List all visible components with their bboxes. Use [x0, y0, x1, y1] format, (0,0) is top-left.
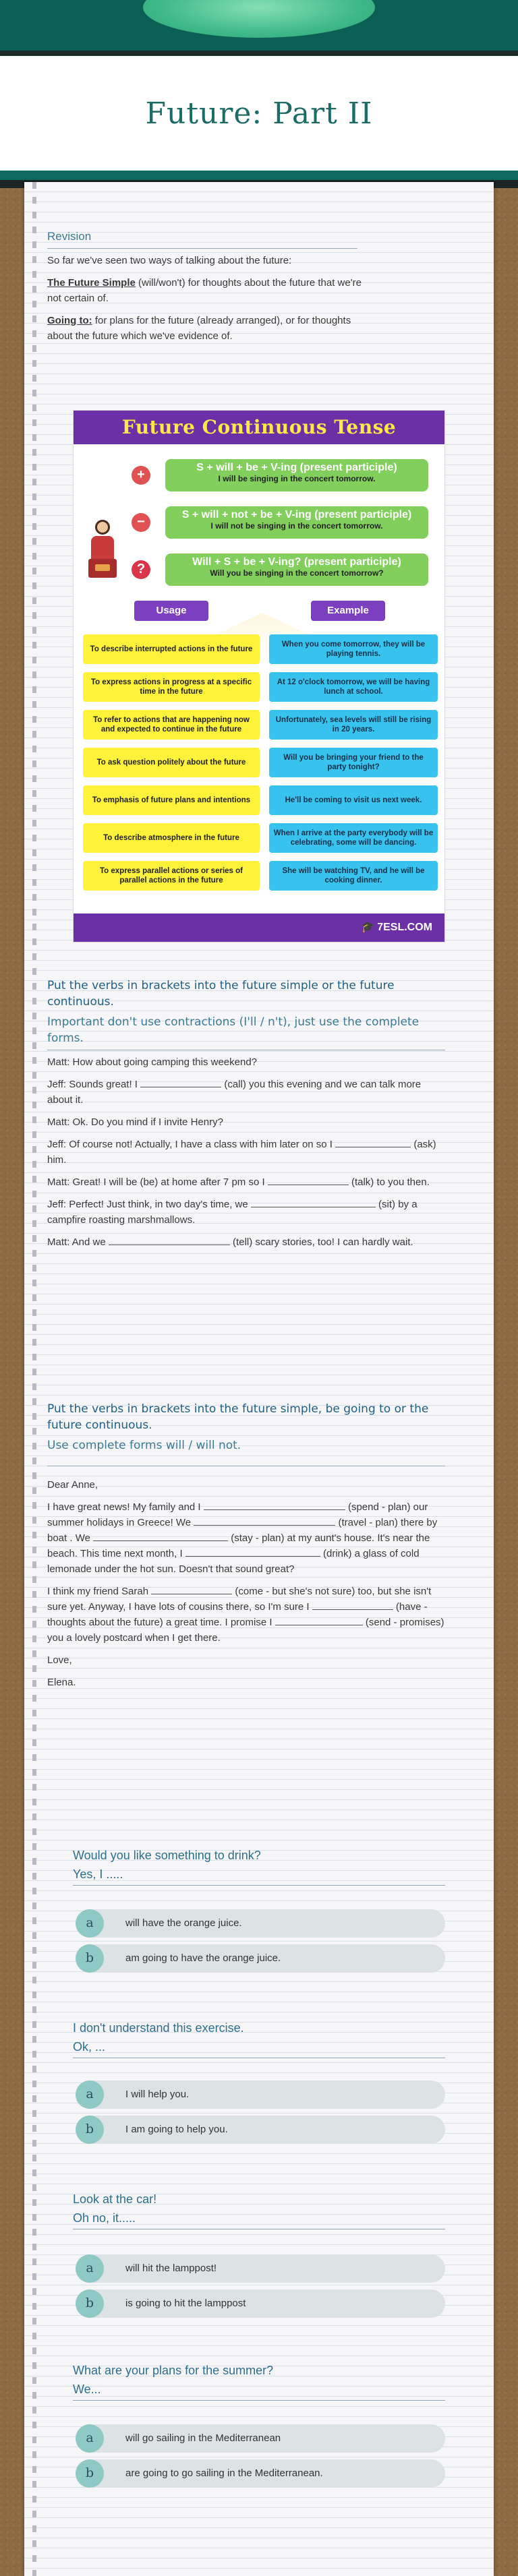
exercise-2-note: Use complete forms will / will not. — [47, 1437, 445, 1466]
future-simple-label: The Future Simple — [47, 276, 136, 289]
minus-icon: − — [132, 513, 150, 532]
answer-blank[interactable] — [335, 1137, 411, 1147]
title-divider — [0, 171, 518, 180]
example-box: He'll be coming to visit us next week. — [269, 785, 438, 815]
option-b[interactable]: b are going to go sailing in the Mediterranean. — [76, 2459, 445, 2488]
letter-closing: Love, — [47, 1654, 72, 1666]
question-2-prompt: I don't understand this exercise. — [73, 2021, 244, 2035]
formula-rule: S + will + not + be + V-ing (present participle) — [181, 509, 412, 520]
divider — [73, 2400, 445, 2401]
example-box: When you come tomorrow, they will be playing tennis. — [269, 634, 438, 664]
answer-blank[interactable] — [93, 1530, 228, 1541]
letter-greeting: Dear Anne, — [47, 1479, 98, 1491]
formula-negative — [165, 506, 428, 539]
dialogue-line: Matt: Great! I will be (be) at home after 7 pm so I (talk) to you then. — [47, 1174, 445, 1190]
future-continuous-infographic — [73, 410, 445, 942]
option-a[interactable]: a will have the orange juice. — [76, 1909, 445, 1938]
question-icon: ? — [132, 560, 150, 579]
option-b[interactable]: b I am going to help you. — [76, 2116, 445, 2144]
plus-icon: + — [132, 466, 150, 485]
exercise-2 — [47, 1401, 445, 1697]
usage-box: To ask question politely about the future — [83, 748, 260, 777]
question-4-prompt: What are your plans for the summer? — [73, 2364, 274, 2377]
answer-blank[interactable] — [312, 1599, 393, 1610]
answer-blank[interactable] — [268, 1174, 349, 1185]
answer-blank[interactable] — [151, 1584, 232, 1594]
revision-section — [47, 229, 445, 351]
example-box: Unfortunately, sea levels will still be rising in 20 years. — [269, 710, 438, 740]
option-a[interactable]: a will hit the lamppost! — [76, 2254, 445, 2283]
dialogue-line: Jeff: Sounds great! I (call) you this evening and we can talk more about it. — [47, 1077, 445, 1108]
answer-blank[interactable] — [185, 1546, 320, 1557]
question-1-lead: Yes, I ..... — [73, 1867, 123, 1881]
divider — [73, 1885, 445, 1886]
option-b[interactable]: b am going to have the orange juice. — [76, 1944, 445, 1973]
revision-intro: So far we've seen two ways of talking about the future: — [47, 254, 292, 266]
formula-example: Will you be singing in the concert tomorrow? — [210, 568, 384, 578]
exercise-2-instruction: Put the verbs in brackets into the future simple, be going to or the future continuous. — [47, 1402, 429, 1432]
usage-box: To emphasis of future plans and intentions — [83, 785, 260, 815]
infographic-title: Future Continuous Tense — [74, 411, 444, 444]
answer-blank[interactable] — [204, 1499, 345, 1510]
going-to-label: Going to: — [47, 314, 92, 326]
example-box: She will be watching TV, and he will be cooking dinner. — [269, 861, 438, 891]
letter-paragraph: I have great news! My family and I (spend - plan) our summer holidays in Greece! We (travel - plan) there by boat . We (stay - plan) at my aunt's house. It's near the beach. This time next month, I (drink) a glass of cold lemonade under the hot sun. Doesn't that sound great? — [47, 1499, 445, 1577]
brand-logo: 🎓 7ESL.COM — [361, 922, 432, 933]
formula-question — [165, 553, 428, 586]
answer-blank[interactable] — [140, 1077, 221, 1087]
dialogue-line: Matt: Ok. Do you mind if I invite Henry? — [47, 1116, 223, 1128]
future-simple-text: (will/won't) for thoughts about the future that we're not certain of. — [47, 276, 362, 304]
formula-rule: S + will + be + V-ing (present participle) — [196, 462, 397, 473]
exercise-1 — [47, 978, 445, 1257]
page-title: Future: Part II — [145, 96, 373, 131]
example-box: At 12 o'clock tomorrow, we will be having lunch at school. — [269, 672, 438, 702]
dialogue-line: Matt: And we (tell) scary stories, too! I can hardly wait. — [47, 1234, 445, 1250]
option-a[interactable]: a I will help you. — [76, 2080, 445, 2109]
revision-heading: Revision — [47, 229, 357, 249]
question-3-lead: Oh no, it..... — [73, 2211, 136, 2225]
usage-box: To describe atmosphere in the future — [83, 823, 260, 853]
going-to-text: for plans for the future (already arranged), or for thoughts about the future which we've evidence of. — [47, 314, 351, 342]
usage-box: To refer to actions that are happening now and expected to continue in the future — [83, 710, 260, 740]
top-banner — [0, 0, 518, 51]
mortarboard-icon: 🎓 — [361, 922, 375, 933]
usage-box: To describe interrupted actions in the future — [83, 634, 260, 664]
option-b[interactable]: b is going to hit the lamppost — [76, 2289, 445, 2318]
letter-paragraph: I think my friend Sarah (come - but she's not sure) too, but she isn't sure yet. Anyway, I have lots of cousins there, so I'm sure I (have - thoughts about the future) a great time. I promise I (send - promises) you a lovely postcard when I get there. — [47, 1584, 445, 1646]
question-3-prompt: Look at the car! — [73, 2192, 157, 2206]
future-simple-note — [47, 275, 364, 306]
answer-blank[interactable] — [109, 1234, 230, 1245]
speaker-illustration — [88, 520, 115, 580]
banner-decoration — [143, 0, 375, 38]
answer-blank[interactable] — [194, 1515, 335, 1526]
question-2-lead: Ok, ... — [73, 2040, 106, 2054]
banner-divider — [0, 51, 518, 56]
usage-box: To express actions in progress at a specific time in the future — [83, 672, 260, 702]
infographic-footer — [74, 913, 444, 942]
example-label: Example — [311, 601, 385, 621]
dialogue-line: Jeff: Perfect! Just think, in two day's time, we (sit) by a campfire roasting marshmallows. — [47, 1197, 445, 1228]
usage-box: To express parallel actions or series of parallel actions in the future — [83, 861, 260, 891]
question-1-prompt: Would you like something to drink? — [73, 1849, 261, 1862]
usage-label: Usage — [134, 601, 208, 621]
question-4-lead: We... — [73, 2383, 101, 2396]
exercise-1-instruction: Put the verbs in brackets into the future simple or the future continuous. — [47, 979, 395, 1009]
example-box: Will you be bringing your friend to the party tonight? — [269, 748, 438, 777]
going-to-note — [47, 313, 378, 344]
formula-example: I will not be singing in the concert tomorrow. — [210, 521, 383, 531]
title-area — [0, 56, 518, 171]
formula-positive — [165, 459, 428, 491]
answer-blank[interactable] — [275, 1615, 363, 1625]
formula-example: I will be singing in the concert tomorrow. — [218, 474, 376, 483]
letter-signature: Elena. — [47, 1677, 76, 1688]
answer-blank[interactable] — [251, 1197, 376, 1207]
dialogue-line: Jeff: Of course not! Actually, I have a class with him later on so I (ask) him. — [47, 1137, 445, 1168]
exercise-1-note: Important don't use contractions (I'll / n't), just use the complete forms. — [47, 1014, 445, 1050]
option-a[interactable]: a will go sailing in the Mediterranean — [76, 2424, 445, 2453]
example-box: When I arrive at the party everybody will be celebrating, some will be dancing. — [269, 823, 438, 853]
formula-rule: Will + S + be + V-ing? (present participle) — [192, 556, 401, 568]
dialogue-line: Matt: How about going camping this weekend? — [47, 1056, 258, 1068]
